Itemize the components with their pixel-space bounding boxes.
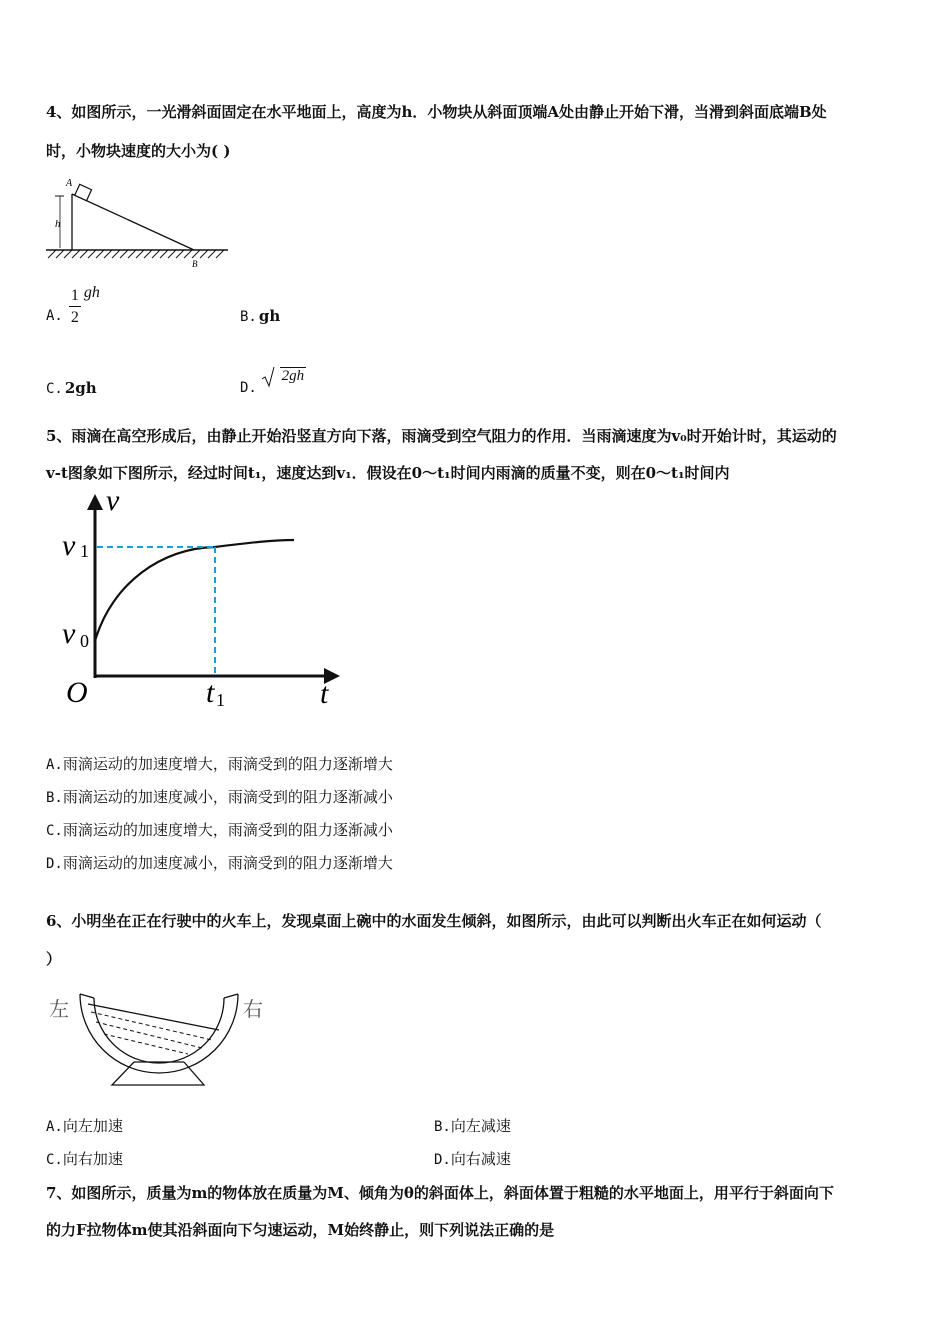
option-label: B. — [240, 309, 257, 325]
option-text: 向右减速 — [450, 1150, 511, 1168]
label-b: B — [192, 259, 198, 269]
q5-stem-line1: 5、雨滴在高空形成后，由静止开始沿竖直方向下落，雨滴受到空气阻力的作用．当雨滴速度为v₀时开始计时，其运动的 — [46, 427, 837, 445]
q4-option-d[interactable] — [240, 366, 306, 396]
option-label: C. — [46, 823, 63, 839]
q5-option-c[interactable] — [46, 819, 393, 840]
option-label: B. — [434, 1119, 451, 1135]
q6-stem-line1: 6、小明坐在正在行驶中的火车上，发现桌面上碗中的水面发生倾斜，如图所示，由此可以判断出火车正在如何运动（ — [46, 912, 822, 930]
t1-subscript: 1 — [216, 690, 225, 710]
option-label: A. — [46, 1119, 63, 1135]
label-a: A — [66, 178, 73, 189]
q5-stem-line2: v-t图象如下图所示，经过时间t₁，速度达到v₁．假设在0～t₁时间内雨滴的质量不变，则在0～t₁时间内 — [46, 464, 730, 482]
option-expression: gh — [83, 284, 100, 301]
q4-option-c[interactable] — [46, 379, 97, 397]
q7-stem-line2: 的力F拉物体m使其沿斜面向下匀速运动，M始终静止，则下列说法正确的是 — [46, 1221, 555, 1239]
origin-label: O — [66, 676, 88, 709]
q6-stem-line2: ） — [46, 950, 62, 968]
left-label: 左 — [49, 999, 69, 1021]
option-text: 雨滴运动的加速度增大，雨滴受到的阻力逐渐增大 — [62, 755, 393, 773]
option-label: C. — [46, 1152, 63, 1168]
label-h: h — [55, 218, 61, 230]
option-label: D. — [240, 380, 257, 396]
option-text: 向右加速 — [62, 1150, 123, 1168]
option-text: 雨滴运动的加速度减小，雨滴受到的阻力逐渐减小 — [62, 788, 393, 806]
v0-subscript: 0 — [80, 631, 89, 651]
q6-option-c[interactable] — [46, 1148, 123, 1169]
option-text: 向左加速 — [62, 1117, 123, 1135]
incline-figure — [42, 174, 234, 270]
bowl-figure — [44, 984, 270, 1090]
option-label: D. — [434, 1152, 451, 1168]
option-label: B. — [46, 790, 63, 806]
option-label: D. — [46, 856, 63, 872]
q4-option-b[interactable] — [240, 307, 280, 325]
y-axis-label: v — [106, 488, 120, 517]
vt-graph — [52, 488, 352, 716]
t1-label: t — [206, 676, 215, 709]
v0-label: v — [62, 617, 76, 650]
q6-option-b[interactable] — [434, 1115, 511, 1136]
q5-option-a[interactable] — [46, 753, 393, 774]
q6-option-d[interactable] — [434, 1148, 511, 1169]
option-text: 2gh — [64, 379, 97, 397]
q4-stem-line1: 4、如图所示，一光滑斜面固定在水平地面上，高度为h．小物块从斜面顶端A处由静止开始下滑，当滑到斜面底端B处 — [46, 103, 827, 121]
right-label: 右 — [243, 999, 263, 1021]
q6-option-a[interactable] — [46, 1115, 123, 1136]
sqrt-expression — [261, 366, 306, 388]
radicand: 2gh — [281, 368, 305, 384]
fraction: $\frac{1}{2}$ — [70, 287, 79, 326]
q4-stem-line2: 时，小物块速度的大小为( ) — [46, 142, 231, 160]
x-axis-label: t — [320, 677, 329, 710]
option-text: 雨滴运动的加速度减小，雨滴受到的阻力逐渐增大 — [62, 854, 393, 872]
v1-label: v — [62, 529, 76, 562]
q5-option-b[interactable] — [46, 786, 393, 807]
option-text: 向左减速 — [450, 1117, 511, 1135]
option-text: gh — [258, 307, 281, 325]
option-text: 雨滴运动的加速度增大，雨滴受到的阻力逐渐减小 — [62, 821, 393, 839]
q4-option-a[interactable] — [46, 284, 100, 326]
option-label: A. — [46, 757, 63, 773]
option-label: A. — [46, 308, 63, 324]
radical-sign — [261, 366, 275, 388]
v1-subscript: 1 — [80, 541, 89, 561]
q5-option-d[interactable] — [46, 852, 393, 873]
q7-stem-line1: 7、如图所示，质量为m的物体放在质量为M、倾角为θ的斜面体上，斜面体置于粗糙的水平地面上，用平行于斜面向下 — [46, 1184, 834, 1202]
option-label: C. — [46, 381, 63, 397]
